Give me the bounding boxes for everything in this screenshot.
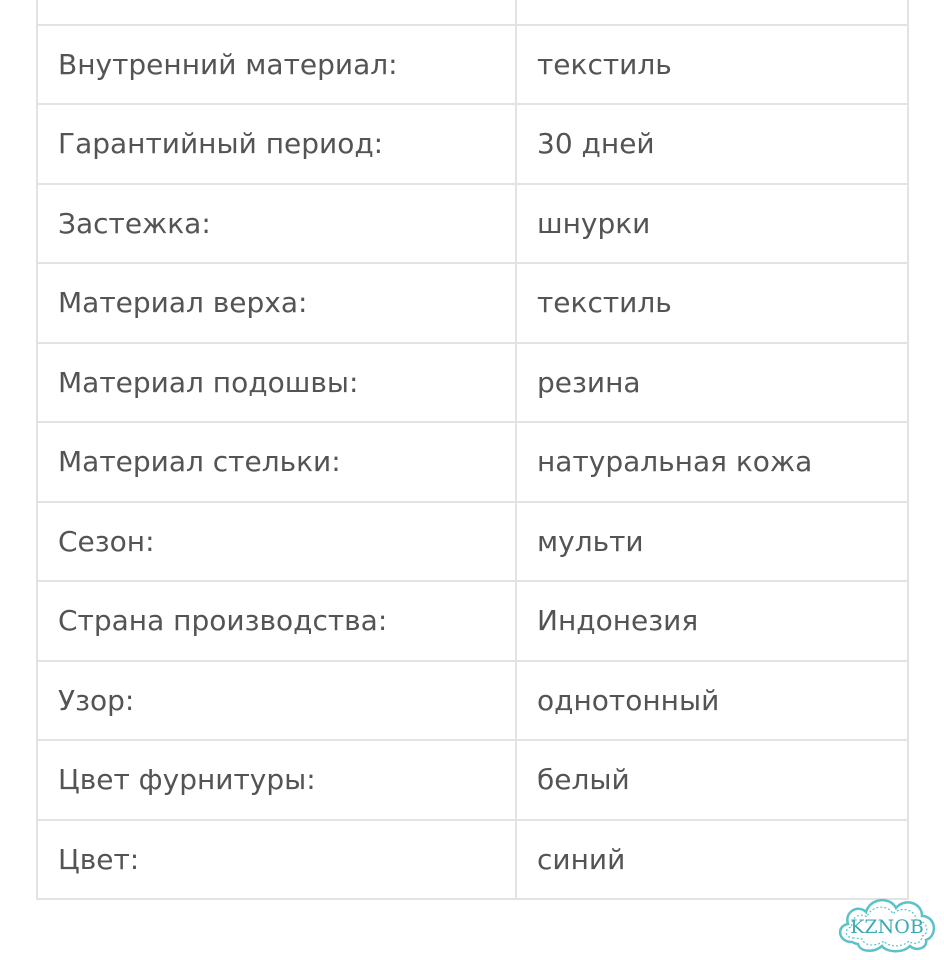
- spec-label: Цвет:: [37, 820, 516, 900]
- table-row: [37, 502, 908, 582]
- spec-label: Цвет фурнитуры:: [37, 740, 516, 820]
- table-row: [37, 184, 908, 264]
- product-specs-table: [36, 0, 909, 900]
- table-row: [37, 661, 908, 741]
- spec-label: Узор:: [37, 661, 516, 741]
- spec-value: натуральная кожа: [516, 422, 908, 502]
- spec-label: Внутренний материал:: [37, 25, 516, 105]
- spec-label: Материал верха:: [37, 263, 516, 343]
- spec-value: Индонезия: [516, 581, 908, 661]
- spec-label: [37, 0, 516, 25]
- table-row: [37, 0, 908, 25]
- spec-value: 30 дней: [516, 104, 908, 184]
- spec-value: мульти: [516, 502, 908, 582]
- spec-label: Материал подошвы:: [37, 343, 516, 423]
- table-row: [37, 740, 908, 820]
- spec-value: однотонный: [516, 661, 908, 741]
- kznob-watermark-logo: [832, 890, 942, 954]
- table-row: [37, 820, 908, 900]
- spec-value: резина: [516, 343, 908, 423]
- table-row: [37, 263, 908, 343]
- spec-value: [516, 0, 908, 25]
- spec-label: Застежка:: [37, 184, 516, 264]
- spec-label: Сезон:: [37, 502, 516, 582]
- spec-label: Материал стельки:: [37, 422, 516, 502]
- table-row: [37, 343, 908, 423]
- watermark-text: KZNOB: [850, 916, 924, 938]
- table-row: [37, 581, 908, 661]
- spec-value: белый: [516, 740, 908, 820]
- table-row: [37, 104, 908, 184]
- spec-label: Страна производства:: [37, 581, 516, 661]
- spec-label: Гарантийный период:: [37, 104, 516, 184]
- table-row: [37, 422, 908, 502]
- spec-value: текстиль: [516, 263, 908, 343]
- table-row: [37, 25, 908, 105]
- spec-value: шнурки: [516, 184, 908, 264]
- spec-value: текстиль: [516, 25, 908, 105]
- spec-value: синий: [516, 820, 908, 900]
